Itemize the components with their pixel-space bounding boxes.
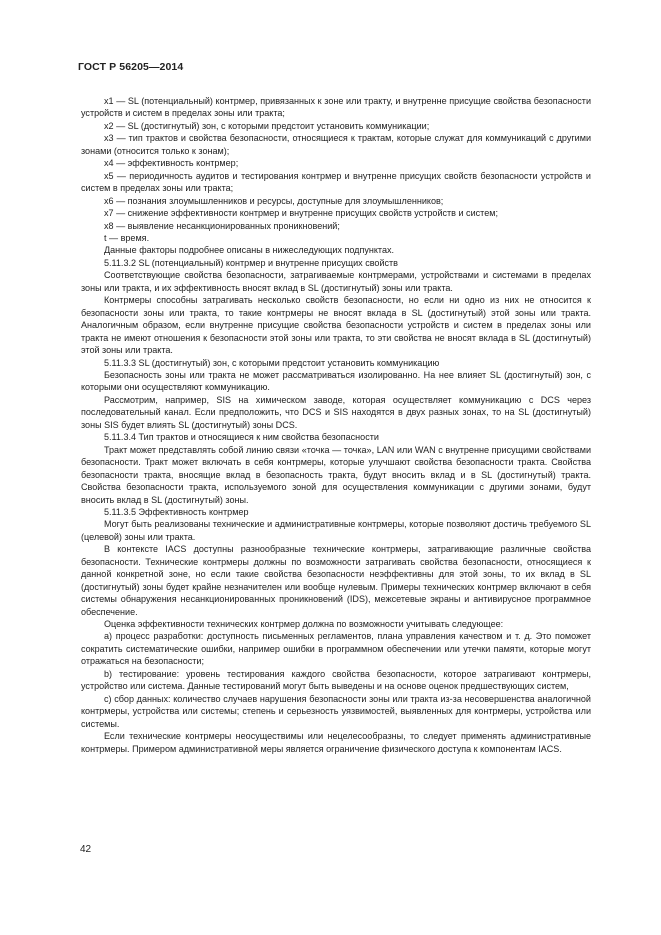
paragraph: x4 — эффективность контрмер; [104,158,239,169]
paragraph: В контексте IACS доступны разнообразные технические контрмеры, затрагивающие различные свойства безопасности. Технические контрмеры должны по возможности затрагивать свойства безопасности, относящиеся к данной конкретной зоне, но если такие свойства безопасности неэффективны для этой зоны, то их вклад в SL (достигнутый) зоны будет крайне незначителен или вообще нулевым. Примеры технических контрмер включают в себя системы обнаружения несанкционированных проникновений (IDS), межсетевые экраны и антивирусное программное обеспечение. [81,544,591,617]
paragraph: x2 — SL (достигнутый) зон, с которыми предстоит установить коммуникации; [104,120,430,131]
list-item: b) тестирование: уровень тестирования каждого свойства безопасности, которое затрагивают контрмеры, устройство или система. Данные тестирований могут быть выведены и на основе оценок предшествующих систем, [81,668,591,692]
page-number: 42 [80,844,92,855]
paragraph: x7 — снижение эффективности контрмер и внутренне присущих свойств устройств и систем; [104,208,498,219]
paragraph: Соответствующие свойства безопасности, затрагиваемые контрмерами, устройствами и системами в пределах зоны или тракта, и их эффективность вносят вклад в SL (достигнутый) зоны или тракта. [81,270,591,293]
paragraph: x6 — познания злоумышленников и ресурсы, доступные для злоумышленников; [104,195,444,206]
section-heading: 5.11.3.3 SL (достигнутый) зон, с которыми предстоит установить коммуникацию [104,357,440,368]
section-heading: 5.11.3.2 SL (потенциальный) контрмер и внутренне присущих свойств [104,257,398,268]
paragraph: t — время. [104,232,150,243]
paragraph: x8 — выявление несанкционированных проникновений; [104,220,340,231]
paragraph: Безопасность зоны или тракта не может рассматриваться изолированно. На нее влияет SL (достигнутый) зон, с которыми они осуществляют коммуникацию. [81,369,591,393]
list-item: а) процесс разработки: доступность письменных регламентов, плана управления качеством и т. д. Это поможет сократить систематические ошибки, например ошибки в программном обеспечении или утечки памяти, которые могут отражаться на безопасности; [81,631,591,667]
paragraph: x3 — тип трактов и свойства безопасности, относящиеся к трактам, которые служат для коммуникаций с другими зонами (относится только к зонам); [81,133,591,156]
paragraph: Оценка эффективности технических контрмер должна по возможности учитывать следующее: [104,619,504,630]
section-heading: 5.11.3.5 Эффективность контрмер [104,506,249,517]
paragraph: x5 — периодичность аудитов и тестирования контрмер и внутренне присущих свойств безопасности устройств и систем в пределах зоны или тракта; [81,170,591,194]
paragraph: Рассмотрим, например, SIS на химическом заводе, которая осуществляет коммуникацию с DCS через последовательный канал. Если предположить, что DCS и SIS находятся в двух разных зонах, то на SL (достигнутый) зоны SIS будет влиять SL (достигнутый) зоны DCS. [81,394,591,430]
list-item: с) сбор данных: количество случаев нарушения безопасности зоны или тракта из-за несовершенства аналогичной контрмеры, устройства или системы; степень и серьезность уязвимостей, выявленных для контрмеры, устройства или системы. [81,693,591,729]
paragraph: Могут быть реализованы технические и административные контрмеры, которые позволяют достичь требуемого SL (целевой) зоны или тракта. [81,519,591,542]
document-header: ГОСТ Р 56205—2014 [78,61,184,73]
paragraph: Данные факторы подробнее описаны в нижеследующих подпунктах. [104,245,395,256]
section-heading: 5.11.3.4 Тип трактов и относящиеся к ним свойства безопасности [104,432,379,443]
paragraph: Тракт может представлять собой линию связи «точка — точка», LAN или WAN с внутренне присущими свойствами безопасности. Тракт может включать в себя контрмеры, которые улучшают свойства безопасности тракта. Свойства безопасности тракта, вносящие вклад в безопасность тракта, будут вносить вклад и в SL (достигнутый) тракта. Свойства безопасности тракта, используемого зоной для осуществления коммуникации с другими зонами, будут вносить вклад в SL (достигнутый) зоны. [81,444,591,505]
document-body [81,95,591,755]
paragraph: x1 — SL (потенциальный) контрмер, привязанных к зоне или тракту, и внутренне присущие свойства безопасности устройств и систем в пределах зоны или тракта; [81,96,591,119]
paragraph: Если технические контрмеры неосуществимы или нецелесообразны, то следует применять административные контрмеры. Примером административной меры является ограничение физического доступа к компонентам IACS. [81,731,591,754]
paragraph: Контрмеры способны затрагивать несколько свойств безопасности, но если ни одно из них не относится к безопасности зоны или тракта, то такие контрмеры не вносят вклада в SL (достигнутый) этой зоны или тракта. Аналогичным образом, если внутренне присущие свойства безопасности устройств и систем в пределах зоны или тракта не имеют отношения к безопасности этой зоны или тракта, то эти свойства не вносят вклада в SL (достигнутый) этой зоны или тракта. [81,295,591,356]
